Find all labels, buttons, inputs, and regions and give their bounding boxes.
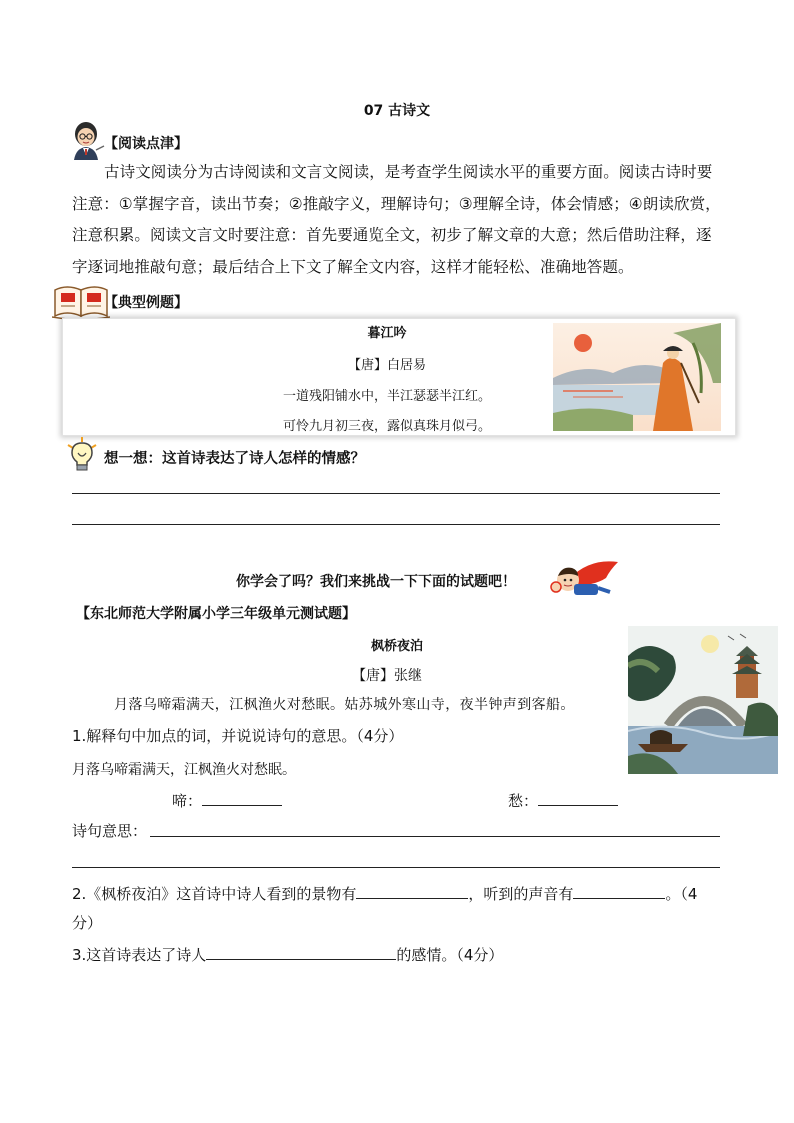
sunset-river-illustration: [553, 323, 721, 431]
q2-sound-blank[interactable]: [573, 885, 665, 899]
q1-poem-line: 月落乌啼霜满天，江枫渔火对愁眠。: [72, 762, 296, 778]
example-heading: 【典型例题】: [104, 295, 188, 311]
meaning-answer-line[interactable]: [150, 836, 720, 837]
lightbulb-icon: [64, 437, 100, 473]
meaning-answer-line[interactable]: [72, 867, 720, 868]
challenge-prompt: 你学会了吗？我们来挑战一下下面的试题吧！: [236, 574, 516, 590]
maple-bridge-illustration: [628, 626, 778, 774]
q2-score-tail: 分）: [72, 914, 103, 932]
reading-tip-line: 注意：①掌握字音，读出节奏；②推敲字义，理解诗句；③理解全诗，体会情感；④朗读欣赏，: [72, 194, 721, 213]
test-source: 【东北师范大学附属小学三年级单元测试题】: [76, 606, 356, 622]
q1-meaning-label: 诗句意思：: [72, 822, 148, 840]
word-a-label: 啼：: [172, 792, 203, 810]
word-b-blank[interactable]: [538, 792, 618, 806]
q2-text: 2.《枫桥夜泊》这首诗中诗人看到的景物有: [72, 885, 357, 903]
poem-text: 月落乌啼霜满天，江枫渔火对愁眠。姑苏城外寒山寺，夜半钟声到客船。: [114, 697, 575, 713]
superhero-kid-icon: [550, 556, 620, 600]
q2-text: 。（4: [665, 885, 698, 903]
q1-label: 1.解释句中加点的词，并说说诗句的意思。（4分）: [72, 727, 404, 745]
page-title: 07 古诗文: [363, 103, 431, 119]
think-question: 想一想：这首诗表达了诗人怎样的情感？: [104, 451, 365, 467]
example-poem-author: 【唐】白居易: [347, 358, 426, 373]
reading-tip-heading: 【阅读点津】: [104, 136, 188, 152]
word-a-blank[interactable]: [202, 792, 282, 806]
q2-text: ，听到的声音有: [468, 885, 574, 903]
open-book-icon: [52, 282, 110, 320]
reading-tip-line: 古诗文阅读分为古诗阅读和文言文阅读，是考查学生阅读水平的重要方面。阅读古诗时要: [104, 163, 713, 181]
answer-line[interactable]: [72, 493, 720, 494]
reading-tip-paragraph: [72, 157, 722, 283]
teacher-icon: [66, 120, 106, 160]
reading-tip-line: 字逐词地推敲句意；最后结合上下文了解全文内容，这样才能轻松、准确地答题。: [72, 257, 634, 276]
example-poem-line: 可怜九月初三夜，露似真珠月似弓。: [282, 419, 491, 434]
q3-text: 3.这首诗表达了诗人: [72, 946, 207, 964]
q3-feeling-blank[interactable]: [206, 946, 396, 960]
q1-word-b: [508, 790, 618, 811]
poem-dynasty: 【唐】: [352, 668, 394, 684]
poem-byline: [352, 665, 422, 685]
poem-author: 张继: [394, 668, 422, 684]
poem-title: 枫桥夜泊: [370, 639, 423, 654]
q2-scenery-blank[interactable]: [356, 885, 468, 899]
reading-tip-line: 注意积累。阅读文言文时要注意：首先要通览全文，初步了解文章的大意；然后借助注释，逐: [72, 226, 712, 244]
q3-line: [72, 944, 503, 965]
q1-word-a: [172, 790, 282, 811]
word-b-label: 愁：: [508, 792, 539, 810]
example-poem-title: 暮江吟: [367, 326, 407, 341]
q3-text: 的感情。（4分）: [396, 946, 504, 964]
answer-line[interactable]: [72, 524, 720, 525]
example-poem-line: 一道残阳铺水中，半江瑟瑟半江红。: [282, 389, 491, 404]
q2-line: [72, 883, 732, 904]
